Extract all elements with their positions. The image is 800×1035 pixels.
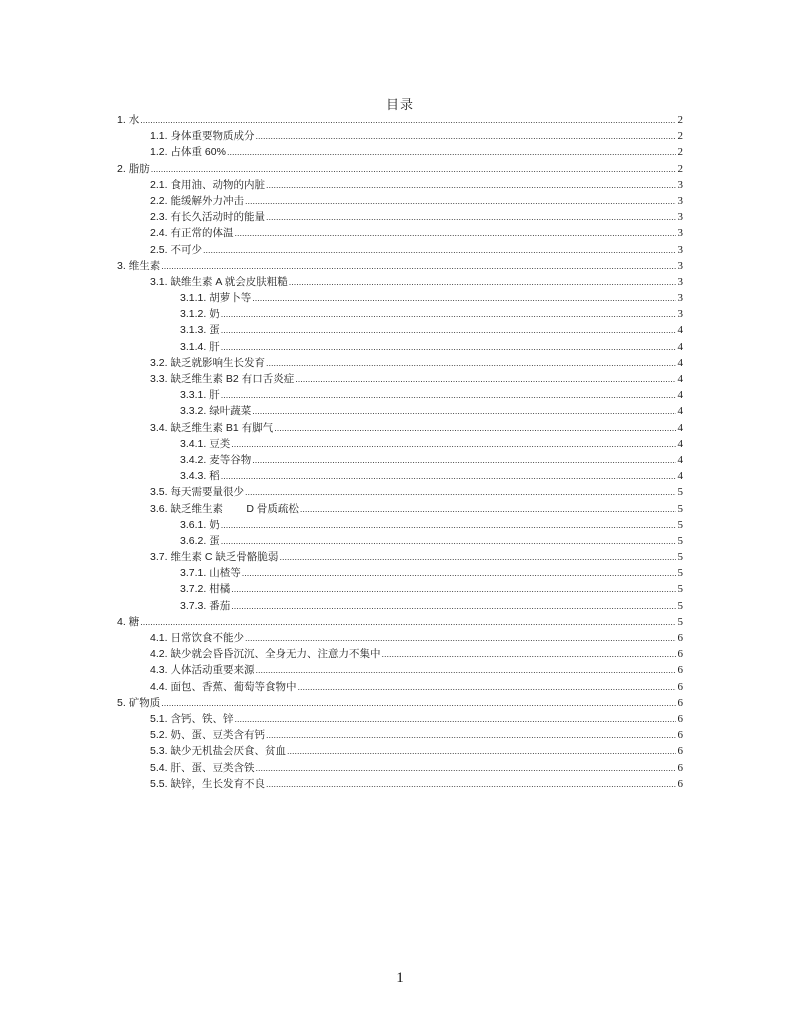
toc-entry-3-2[interactable] (117, 355, 683, 371)
toc-dot-leader (140, 614, 676, 630)
toc-entry-1-2[interactable] (117, 144, 683, 160)
toc-entry-page: 6 (677, 777, 683, 790)
toc-entry-text: 肝 (209, 389, 220, 402)
toc-entry-text: 缺乏维生素 B2 有口舌炎症 (170, 373, 295, 385)
toc-entry-text: 蛋 (209, 534, 220, 547)
toc-entry-text: 能缓解外力冲击 (170, 194, 245, 207)
toc-entry-page: 6 (677, 664, 683, 677)
toc-entry-1-1[interactable] (117, 128, 683, 144)
toc-entry-page: 5 (677, 534, 683, 547)
toc-dot-leader (235, 711, 676, 727)
toc-dot-leader (279, 549, 676, 565)
toc-entry-5-1[interactable] (117, 711, 683, 727)
toc-entry-number: 4.1. (150, 632, 168, 644)
toc-entry-text: 蛋 (209, 324, 220, 337)
toc-entry-text: 矿物质 (128, 696, 161, 709)
toc-dot-leader (245, 193, 676, 209)
toc-entry-text: 日常饮食不能少 (170, 632, 245, 644)
toc-entry-text: 奶、蛋、豆类含有钙 (170, 729, 266, 742)
toc-entry-3[interactable] (117, 258, 683, 274)
toc-dot-leader (266, 727, 676, 743)
toc-entry-number: 3.6.2. (180, 534, 207, 547)
footer-page-number: 1 (396, 970, 404, 986)
toc-entry-number: 3.6. (150, 502, 168, 515)
toc-entry-page: 3 (677, 259, 683, 272)
toc-entry-text: 缺乏维生素 B1 有脚气 (170, 421, 274, 434)
toc-entry-5-3[interactable] (117, 743, 683, 759)
toc-entry-1[interactable] (117, 112, 683, 128)
toc-entry-page: 6 (677, 696, 683, 709)
toc-dot-leader (289, 274, 676, 290)
toc-entry-text: 面包、香蕉、葡萄等食物中 (170, 680, 297, 693)
toc-entry-number: 4.2. (150, 648, 168, 661)
toc-entry-3-7-1[interactable] (117, 565, 683, 581)
toc-entry-5[interactable] (117, 695, 683, 711)
toc-entry-3-6-2[interactable] (117, 533, 683, 549)
toc-entry-page: 5 (677, 615, 683, 628)
toc-entry-page: 5 (677, 502, 683, 515)
toc-entry-text: 奶 (209, 518, 220, 531)
toc-entry-text: 人体活动重要来源 (170, 664, 255, 677)
toc-entry-3-1-2[interactable] (117, 306, 683, 322)
toc-entry-5-2[interactable] (117, 727, 683, 743)
toc-entry-number: 3.4.1. (180, 437, 207, 450)
toc-entry-page: 5 (677, 518, 683, 531)
toc-entry-text: 柑橘 (209, 583, 231, 596)
toc-dot-leader (235, 225, 676, 241)
toc-entry-number: 2.4. (150, 227, 168, 240)
toc-entry-text: 维生素 (128, 259, 161, 272)
toc-entry-page: 4 (677, 356, 683, 369)
toc-dot-leader (161, 695, 676, 711)
toc-entry-number: 5.2. (150, 729, 168, 742)
toc-entry-text: 豆类 (209, 437, 231, 450)
toc-dot-leader (245, 484, 676, 500)
table-of-contents (117, 112, 683, 792)
toc-entry-page: 5 (677, 551, 683, 564)
toc-entry-number: 2. (117, 162, 126, 175)
toc-entry-page: 2 (677, 130, 683, 143)
toc-entry-number: 3.4. (150, 421, 168, 434)
toc-entry-page: 3 (677, 243, 683, 256)
toc-dot-leader (242, 565, 676, 581)
toc-dot-leader (298, 679, 676, 695)
toc-entry-text: 每天需要量很少 (170, 486, 245, 499)
toc-entry-page: 3 (677, 275, 683, 288)
toc-entry-text: 番茄 (209, 599, 231, 612)
toc-entry-3-1-4[interactable] (117, 339, 683, 355)
toc-entry-text: 缺少就会昏昏沉沉、全身无力、注意力不集中 (170, 648, 381, 661)
toc-entry-text: 绿叶蔬菜 (209, 405, 252, 418)
toc-dot-leader (256, 128, 676, 144)
toc-entry-page: 3 (677, 227, 683, 240)
toc-entry-page: 4 (677, 421, 683, 434)
toc-entry-number: 3.7.3. (180, 599, 207, 612)
toc-entry-page: 2 (677, 114, 683, 126)
toc-entry-3-3-1[interactable] (117, 387, 683, 403)
toc-dot-leader (227, 144, 676, 160)
toc-dot-leader (256, 662, 676, 678)
toc-dot-leader (231, 581, 676, 597)
toc-entry-page: 4 (677, 453, 683, 466)
toc-entry-text: 有长久活动时的能量 (170, 211, 266, 224)
toc-entry-page: 4 (677, 373, 683, 385)
toc-entry-text: 不可少 (170, 243, 203, 256)
toc-entry-number: 3.7.2. (180, 583, 207, 596)
toc-entry-number: 3.3.1. (180, 389, 207, 402)
toc-entry-text: 缺锌，生长发育不良 (170, 777, 266, 790)
toc-entry-page: 5 (677, 599, 683, 612)
toc-dot-leader (231, 436, 676, 452)
toc-entry-number: 5.4. (150, 761, 168, 774)
toc-entry-number: 1.2. (150, 146, 168, 159)
toc-entry-text: 奶 (209, 308, 220, 321)
toc-entry-page: 5 (677, 583, 683, 596)
toc-entry-3-4[interactable] (117, 420, 683, 436)
toc-entry-page: 3 (677, 211, 683, 224)
toc-entry-page: 4 (677, 405, 683, 418)
toc-entry-number: 3.3. (150, 373, 168, 385)
toc-entry-text: 占体重 60% (170, 146, 226, 159)
toc-entry-page: 4 (677, 389, 683, 402)
toc-entry-text: 维生素 C 缺乏骨骼脆弱 (170, 551, 279, 564)
toc-dot-leader (300, 501, 676, 517)
toc-entry-text: 缺乏维生素 D 骨质疏松 (170, 502, 299, 515)
toc-dot-leader (266, 355, 676, 371)
toc-dot-leader (266, 776, 676, 792)
toc-entry-number: 3.1.4. (180, 340, 207, 353)
toc-dot-leader (221, 322, 676, 338)
toc-entry-page: 2 (677, 146, 683, 159)
toc-entry-5-4[interactable] (117, 760, 683, 776)
toc-entry-number: 4. (117, 615, 126, 628)
toc-dot-leader (203, 242, 676, 258)
toc-entry-3-1-1[interactable] (117, 290, 683, 306)
toc-entry-3-4-1[interactable] (117, 436, 683, 452)
toc-entry-text: 胡萝卜等 (209, 292, 252, 305)
toc-entry-number: 3.1. (150, 275, 168, 288)
toc-entry-number: 3.6.1. (180, 518, 207, 531)
toc-entry-2-1[interactable] (117, 177, 683, 193)
toc-dot-leader (266, 209, 676, 225)
toc-entry-number: 3.5. (150, 486, 168, 499)
toc-entry-page: 3 (677, 194, 683, 207)
toc-entry-2-4[interactable] (117, 225, 683, 241)
toc-entry-3-7[interactable] (117, 549, 683, 565)
toc-dot-leader (295, 371, 676, 387)
toc-entry-page: 4 (677, 340, 683, 353)
toc-entry-page: 6 (677, 761, 683, 774)
toc-entry-page: 5 (677, 567, 683, 580)
toc-dot-leader (221, 306, 676, 322)
toc-entry-text: 肝、蛋、豆类含铁 (170, 761, 255, 774)
toc-entry-number: 5.5. (150, 777, 168, 790)
toc-entry-3-5[interactable] (117, 484, 683, 500)
toc-entry-4-1[interactable] (117, 630, 683, 646)
toc-entry-5-5[interactable] (117, 776, 683, 792)
toc-entry-number: 2.3. (150, 211, 168, 224)
toc-entry-page: 6 (677, 745, 683, 758)
toc-dot-leader (151, 161, 676, 177)
toc-entry-number: 3.1.3. (180, 324, 207, 337)
toc-entry-page: 6 (677, 712, 683, 725)
toc-entry-number: 4.4. (150, 680, 168, 693)
toc-entry-number: 1. (117, 114, 126, 126)
toc-entry-number: 3.4.2. (180, 453, 207, 466)
toc-entry-text: 有正常的体温 (170, 227, 234, 240)
toc-entry-number: 2.1. (150, 178, 168, 191)
toc-entry-text: 缺少无机盐会厌食、贫血 (170, 745, 287, 758)
toc-entry-3-7-2[interactable] (117, 581, 683, 597)
toc-entry-number: 4.3. (150, 664, 168, 677)
toc-entry-3-6-1[interactable] (117, 517, 683, 533)
toc-entry-4-4[interactable] (117, 679, 683, 695)
toc-dot-leader (252, 403, 676, 419)
toc-entry-2[interactable] (117, 161, 683, 177)
toc-entry-text: 肝 (209, 340, 220, 353)
toc-entry-number: 3.1.2. (180, 308, 207, 321)
toc-entry-number: 5.1. (150, 712, 168, 725)
toc-entry-2-3[interactable] (117, 209, 683, 225)
toc-entry-2-5[interactable] (117, 242, 683, 258)
toc-dot-leader (221, 468, 676, 484)
toc-dot-leader (252, 290, 676, 306)
toc-dot-leader (287, 743, 676, 759)
toc-entry-text: 麦等谷物 (209, 453, 252, 466)
toc-entry-text: 水 (128, 114, 140, 126)
toc-dot-leader (140, 112, 676, 128)
toc-entry-page: 5 (677, 486, 683, 499)
toc-entry-number: 3.3.2. (180, 405, 207, 418)
toc-entry-text: 身体重要物质成分 (170, 130, 255, 143)
toc-entry-4[interactable] (117, 614, 683, 630)
toc-title: 目录 (385, 97, 414, 112)
toc-entry-4-3[interactable] (117, 662, 683, 678)
toc-entry-3-1[interactable] (117, 274, 683, 290)
toc-dot-leader (161, 258, 676, 274)
toc-entry-number: 3.4.3. (180, 470, 207, 483)
toc-entry-3-3-2[interactable] (117, 403, 683, 419)
toc-entry-3-3[interactable] (117, 371, 683, 387)
toc-entry-text: 含钙、铁、锌 (170, 712, 234, 725)
toc-entry-text: 脂肪 (128, 162, 150, 175)
toc-dot-leader (382, 646, 676, 662)
toc-entry-page: 3 (677, 308, 683, 321)
toc-dot-leader (245, 630, 676, 646)
toc-entry-number: 3.7.1. (180, 567, 207, 580)
toc-entry-2-2[interactable] (117, 193, 683, 209)
toc-entry-text: 糖 (128, 615, 140, 628)
toc-entry-number: 3.2. (150, 356, 168, 369)
toc-entry-page: 6 (677, 680, 683, 693)
toc-dot-leader (252, 452, 676, 468)
toc-entry-page: 4 (677, 470, 683, 483)
toc-entry-number: 5.3. (150, 745, 168, 758)
toc-entry-text: 稻 (209, 470, 220, 483)
toc-entry-number: 3.1.1. (180, 292, 207, 305)
toc-entry-page: 6 (677, 729, 683, 742)
toc-dot-leader (266, 177, 676, 193)
toc-entry-page: 3 (677, 178, 683, 191)
toc-entry-page: 2 (677, 162, 683, 175)
toc-dot-leader (256, 760, 676, 776)
toc-entry-text: 缺维生素 A 就会皮肤粗糙 (170, 275, 288, 288)
toc-dot-leader (274, 420, 676, 436)
toc-dot-leader (221, 533, 676, 549)
toc-entry-page: 6 (677, 648, 683, 661)
toc-dot-leader (221, 339, 676, 355)
toc-entry-text: 食用油、动物的内脏 (170, 178, 266, 191)
toc-entry-number: 5. (117, 696, 126, 709)
toc-entry-3-4-3[interactable] (117, 468, 683, 484)
toc-entry-page: 3 (677, 292, 683, 305)
toc-entry-4-2[interactable] (117, 646, 683, 662)
toc-entry-number: 2.5. (150, 243, 168, 256)
toc-entry-page: 6 (677, 632, 683, 644)
toc-entry-number: 3. (117, 259, 126, 272)
toc-entry-number: 2.2. (150, 194, 168, 207)
toc-entry-page: 4 (677, 324, 683, 337)
toc-entry-text: 缺乏就影响生长发育 (170, 356, 266, 369)
toc-dot-leader (231, 598, 676, 614)
toc-entry-3-4-2[interactable] (117, 452, 683, 468)
toc-dot-leader (221, 517, 676, 533)
toc-entry-number: 1.1. (150, 130, 168, 143)
toc-entry-3-7-3[interactable] (117, 598, 683, 614)
toc-entry-3-1-3[interactable] (117, 322, 683, 338)
toc-entry-page: 4 (677, 437, 683, 450)
toc-entry-number: 3.7. (150, 551, 168, 564)
toc-dot-leader (221, 387, 676, 403)
toc-entry-3-6[interactable] (117, 501, 683, 517)
toc-entry-text: 山楂等 (209, 567, 241, 580)
